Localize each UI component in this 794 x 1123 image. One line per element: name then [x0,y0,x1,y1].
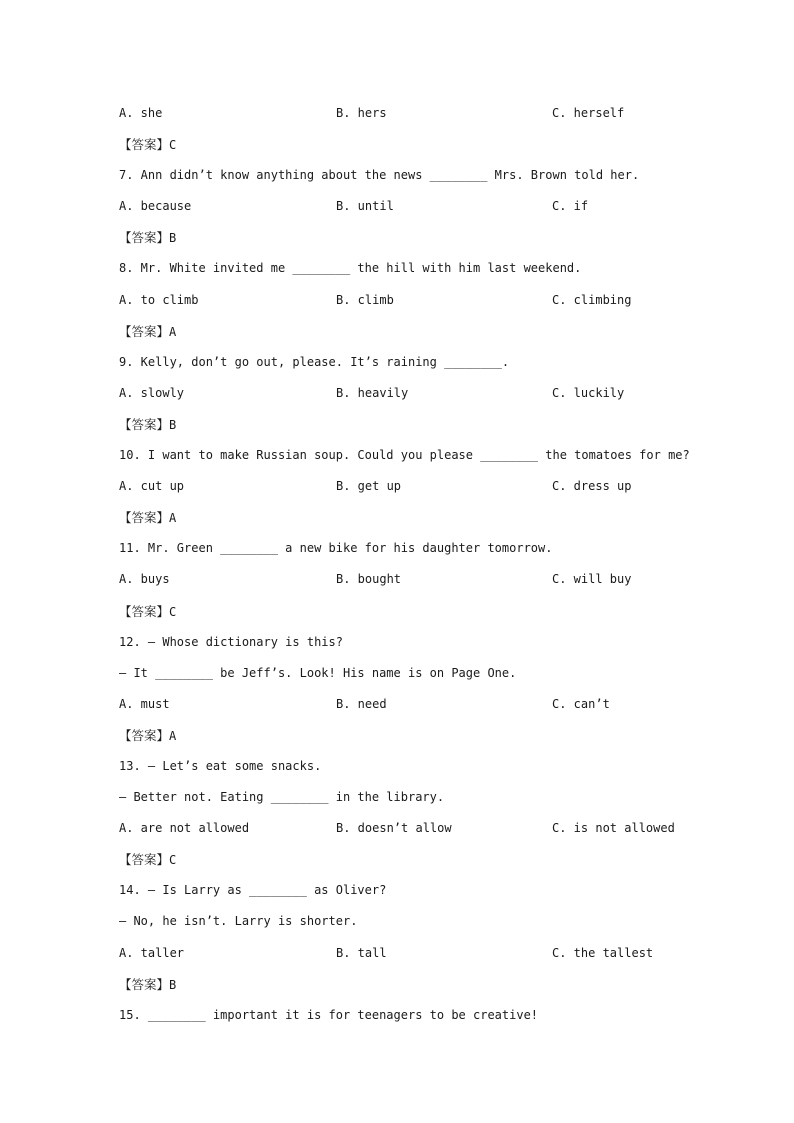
answer-line [119,844,689,875]
option-b: B. until [336,199,394,214]
option-b: B. tall [336,945,387,960]
answer-label: 【答案】 [119,230,170,246]
question-text: 7. Ann didn’t know anything about the news ________ Mrs. Brown told her. [119,168,640,183]
options-row [119,98,689,129]
option-a: A. are not allowed [119,821,250,836]
option-a: A. she [119,106,163,120]
option-b: B. get up [336,479,402,494]
option-a: A. must [119,696,170,711]
option-a: A. to climb [119,292,199,307]
option-c: C. is not allowed [552,821,675,836]
answer-value: A [169,324,177,339]
option-c: C. herself [552,106,625,120]
option-c: C. luckily [552,385,625,400]
answer-line [119,502,689,533]
answer-label: 【答案】 [119,727,170,743]
option-b: B. bought [336,572,402,587]
option-c: C. dress up [552,479,632,494]
answer-value: A [169,728,177,743]
answer-line [119,409,689,440]
option-a: A. buys [119,572,170,587]
answer-value: C [169,138,177,153]
answer-value: B [169,231,177,246]
answer-value: B [169,977,177,992]
answer-line [119,129,689,160]
answer-value: C [169,853,177,868]
document-page [119,98,689,1031]
question-text: 10. I want to make Russian soup. Could you please ________ the tomatoes for me? [119,448,690,463]
question-text: 14. — Is Larry as ________ as Oliver? [119,883,387,898]
answer-value: A [169,511,177,526]
options-row [119,813,689,844]
question-text: 8. Mr. White invited me ________ the hill with him last weekend. [119,261,582,276]
answer-label: 【答案】 [119,323,170,339]
answer-label: 【答案】 [119,416,170,432]
option-b: B. doesn’t allow [336,821,452,836]
answer-line [119,969,689,1000]
options-row [119,285,689,316]
option-a: A. cut up [119,479,185,494]
option-c: C. will buy [552,572,632,587]
answer-line [119,720,689,751]
option-b: B. hers [336,106,387,120]
question-text: 11. Mr. Green ________ a new bike for his daughter tomorrow. [119,541,553,556]
question-text: — Better not. Eating ________ in the library. [119,790,445,805]
option-c: C. if [552,199,589,214]
answer-line [119,316,689,347]
option-c: C. climbing [552,292,632,307]
answer-line [119,596,689,627]
answer-label: 【答案】 [119,137,170,153]
options-row [119,564,689,595]
option-b: B. climb [336,292,394,307]
options-row [119,938,689,969]
answer-label: 【答案】 [119,976,170,992]
options-row [119,378,689,409]
answer-label: 【答案】 [119,603,170,619]
options-row [119,471,689,502]
options-row [119,689,689,720]
question-text: 9. Kelly, don’t go out, please. It’s raining ________. [119,354,510,369]
answer-label: 【答案】 [119,852,170,868]
answer-label: 【答案】 [119,510,170,526]
answer-value: C [169,604,177,619]
question-text: — No, he isn’t. Larry is shorter. [119,914,358,929]
question-text: — It ________ be Jeff’s. Look! His name is on Page One. [119,665,517,680]
option-c: C. can’t [552,696,610,711]
question-text: 13. — Let’s eat some snacks. [119,758,322,773]
option-b: B. heavily [336,385,409,400]
answer-line [119,222,689,253]
question-text: 15. ________ important it is for teenagers to be creative! [119,1007,539,1022]
option-c: C. the tallest [552,945,654,960]
option-a: A. taller [119,945,185,960]
options-row [119,191,689,222]
question-text: 12. — Whose dictionary is this? [119,634,343,649]
option-b: B. need [336,696,387,711]
answer-value: B [169,417,177,432]
option-a: A. slowly [119,385,185,400]
option-a: A. because [119,199,192,214]
